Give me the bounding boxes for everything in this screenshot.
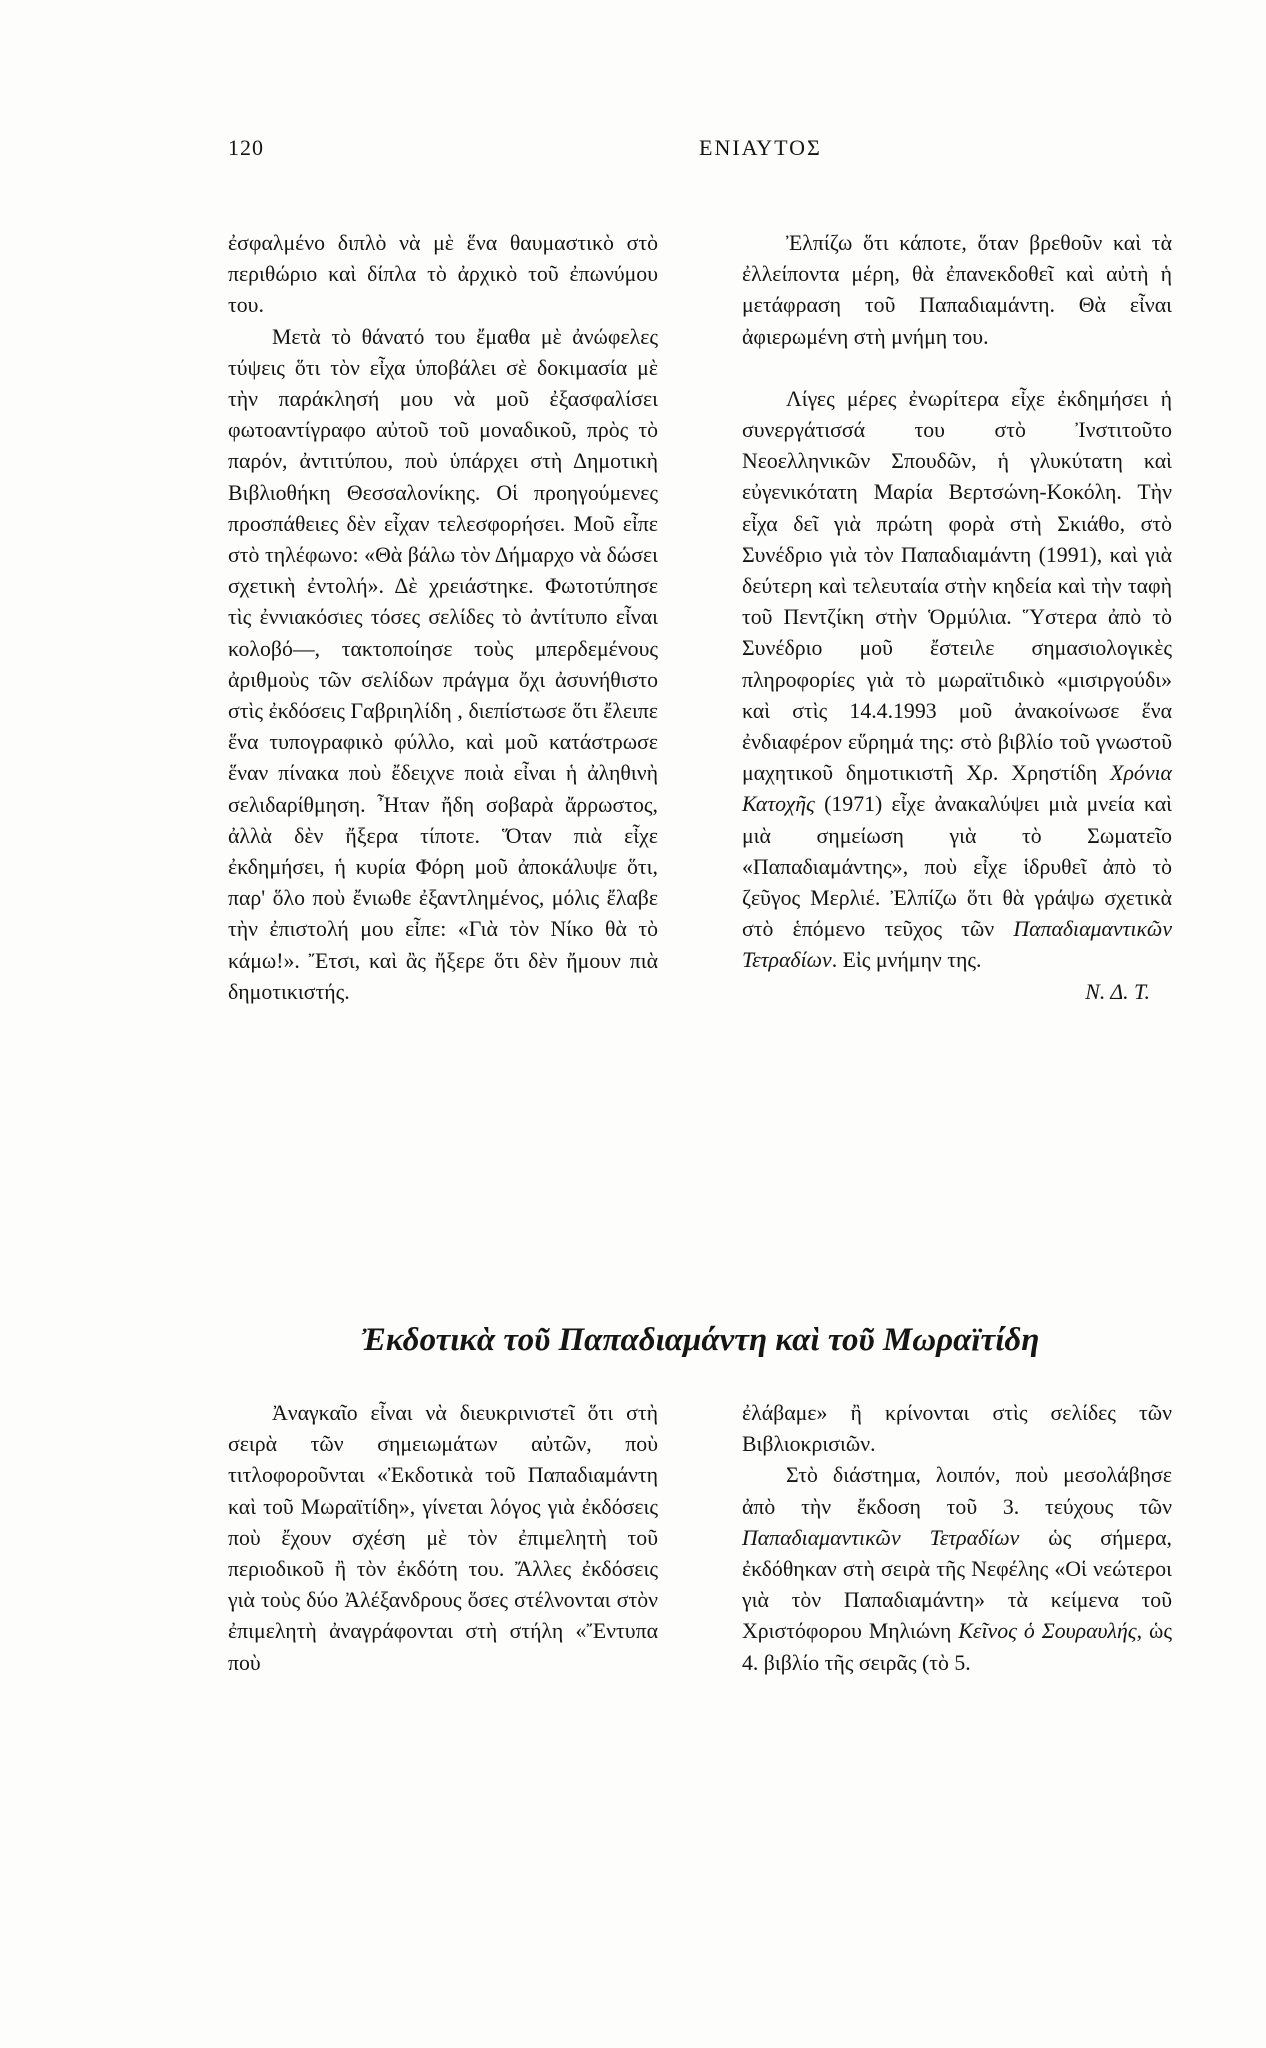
text-run: . Εἰς μνήμην της. [831,948,982,973]
page-number: 120 [228,135,264,160]
paragraph: Ἀναγκαῖο εἶναι νὰ διευκρινιστεῖ ὅτι στὴ σειρὰ τῶν σημειωμάτων αὐτῶν, ποὺ τιτλοφοροῦνται «Ἐκδοτικὰ τοῦ Παπαδιαμάντη καὶ τοῦ Μωραϊτίδη», γίνεται λόγος γιὰ ἐκδόσεις ποὺ ἔχουν σχέση μὲ τὸν ἐπιμελητὴ τοῦ περιοδικοῦ ἢ τὸν ἐκδότη του. Ἄλλες ἐκδόσεις γιὰ τοὺς δύο Ἀλέξανδρους ὅσες στέλνονται στὸν ἐπιμελητὴ ἀναγράφονται στὴ στήλη «Ἔντυπα ποὺ [228,1401,658,1675]
journal-title: Παπαδιαμαντικῶν Τετραδίων [742,917,1172,973]
author-signature: Ν. Δ. Τ. [1085,979,1150,1004]
paragraph: ἐλάβαμε» ἢ κρίνονται στὶς σελίδες τῶν Βιβλιοκρισιῶν. [742,1401,1172,1457]
section-title: Ἐκδοτικὰ τοῦ Παπαδιαμάντη καὶ τοῦ Μωραϊτίδη [360,1322,1040,1358]
paragraph: ἐσφαλμένο διπλὸ νὰ μὲ ἕνα θαυμαστικὸ στὸ περιθώριο καὶ δίπλα τὸ ἀρχικὸ τοῦ ἐπωνύμου του. [228,231,658,318]
paragraph [742,1460,1172,1678]
text-run: Λίγες μέρες ἐνωρίτερα εἶχε ἐκδημήσει ἡ συνεργάτισσά του στὸ Ἰνστιτοῦτο Νεοελληνικῶν Σπουδῶν, ἡ γλυκύτατη καὶ εὐγενικότατη Μαρία Βερτσώνη-Κοκόλη. Τὴν εἶχα δεῖ γιὰ πρώτη φορὰ στὴ Σκιάθο, στὸ Συνέδριο γιὰ τὸν Παπαδιαμάντη (1991), καὶ γιὰ δεύτερη καὶ τελευταία στὴν κηδεία καὶ τὴν ταφὴ τοῦ Πεντζίκη στὴν Ὁρμύλια. Ὕστερα ἀπὸ τὸ Συνέδριο μοῦ ἔστειλε σημασιολογικὲς πληροφορίες γιὰ τὸ μωραϊτιδικὸ «μισιργούδι» καὶ στὶς 14.4.1993 μοῦ ἀνακοίνωσε ἕνα ἐνδιαφέρον εὕρημά της: στὸ βιβλίο τοῦ γνωστοῦ μαχητικοῦ δημοτικιστῆ Χρ. Χρηστίδη [742,386,1172,786]
page-header [228,135,1098,165]
bottom-right-column [742,1398,1172,1679]
text-run: (1971) εἶχε ἀνακαλύψει μιὰ μνεία καὶ μιὰ σημείωση γιὰ τὸ Σωματεῖο «Παπαδιαμάντης», ποὺ εἶχε ἱδρυθεῖ ἀπὸ τὸ ζεῦγος Μερλιέ. Ἐλπίζω ὅτι θὰ γράψω σχετικὰ στὸ ἑπόμενο τεῦχος τῶν [742,792,1172,942]
text-run: , ὡς 4. βιβλίο τῆς σειρᾶς (τὸ 5. [742,1619,1172,1675]
running-head: ΕΝΙΑΥΤΟΣ [699,135,822,160]
paragraph-gap [742,353,1172,384]
paragraph [742,384,1172,977]
text-run: Στὸ διάστημα, λοιπόν, ποὺ μεσολάβησε ἀπὸ τὴν ἔκδοση τοῦ 3. τεύχους τῶν [742,1463,1172,1519]
book-title: Χρόνια Κατοχῆς [742,761,1172,817]
text-run: ὡς σήμερα, ἐκδόθηκαν στὴ σειρὰ τῆς Νεφέλης «Οἱ νεώτεροι γιὰ τὸν Παπαδιαμάντη» τὰ κείμενα τοῦ Χριστόφορου Μηλιώνη [742,1525,1172,1644]
top-left-column [228,228,658,1008]
paragraph: Ἐλπίζω ὅτι κάποτε, ὅταν βρεθοῦν καὶ τὰ ἐλλείποντα μέρη, θὰ ἐπανεκδοθεῖ καὶ αὐτὴ ἡ μετάφραση τοῦ Παπαδιαμάντη. Θὰ εἶναι ἀφιερωμένη στὴ μνήμη του. [742,231,1172,349]
paragraph: Μετὰ τὸ θάνατό του ἔμαθα μὲ ἀνώφελες τύψεις ὅτι τὸν εἶχα ὑποβάλει σὲ δοκιμασία μὲ τὴν παράκλησή μου νὰ μοῦ ἐξασφαλίσει φωτοαντίγραφο αὐτοῦ τοῦ μοναδικοῦ, πρὸς τὸ παρόν, ἀντιτύπου, ποὺ ὑπάρχει στὴ Δημοτικὴ Βιβλιοθήκη Θεσσαλονίκης. Οἱ προηγούμενες προσπάθειες δὲν εἶχαν τελεσφορήσει. Μοῦ εἶπε στὸ τηλέφωνο: «Θὰ βάλω τὸν Δήμαρχο νὰ δώσει σχετικὴ ἐντολή». Δὲ χρειάστηκε. Φωτοτύπησε τὶς ἐννιακόσιες τόσες σελίδες τὸ ἀντίτυπο εἶναι κολοβό—, τακτοποίησε τοὺς μπερδεμένους ἀριθμοὺς τῶν σελίδων πράγμα ὄχι ἀσυνήθιστο στὶς ἐκδόσεις Γαβριηλίδη , διεπίστωσε ὅτι ἔλειπε ἕνα τυπογραφικὸ φύλλο, καὶ μοῦ κατάστρωσε ἕναν πίνακα ποὺ ἔδειχνε ποιὰ εἶναι ἡ ἀληθινὴ σελιδαρίθμηση. Ἦταν ἤδη σοβαρὰ ἄρρωστος, ἀλλὰ δὲν ἤξερα τίποτε. Ὅταν πιὰ εἶχε ἐκδημήσει, ἡ κυρία Φόρη μοῦ ἀποκάλυψε ὅτι, παρ' ὅλο ποὺ ἔνιωθε ἐξαντλημένος, μόλις ἔλαβε τὴν ἐπιστολή μου εἶπε: «Γιὰ τὸν Νίκο θὰ τὸ κάμω!». Ἔτσι, καὶ ἂς ἤξερε ὅτι δὲν ἤμουν πιὰ δημοτικιστής. [228,324,658,1004]
top-right-column [742,228,1172,1008]
book-title: Κεῖνος ὁ Σουραυλής [958,1619,1137,1644]
bottom-left-column [228,1398,658,1679]
journal-title: Παπαδιαμαντικῶν Τετραδίων [742,1525,1020,1550]
